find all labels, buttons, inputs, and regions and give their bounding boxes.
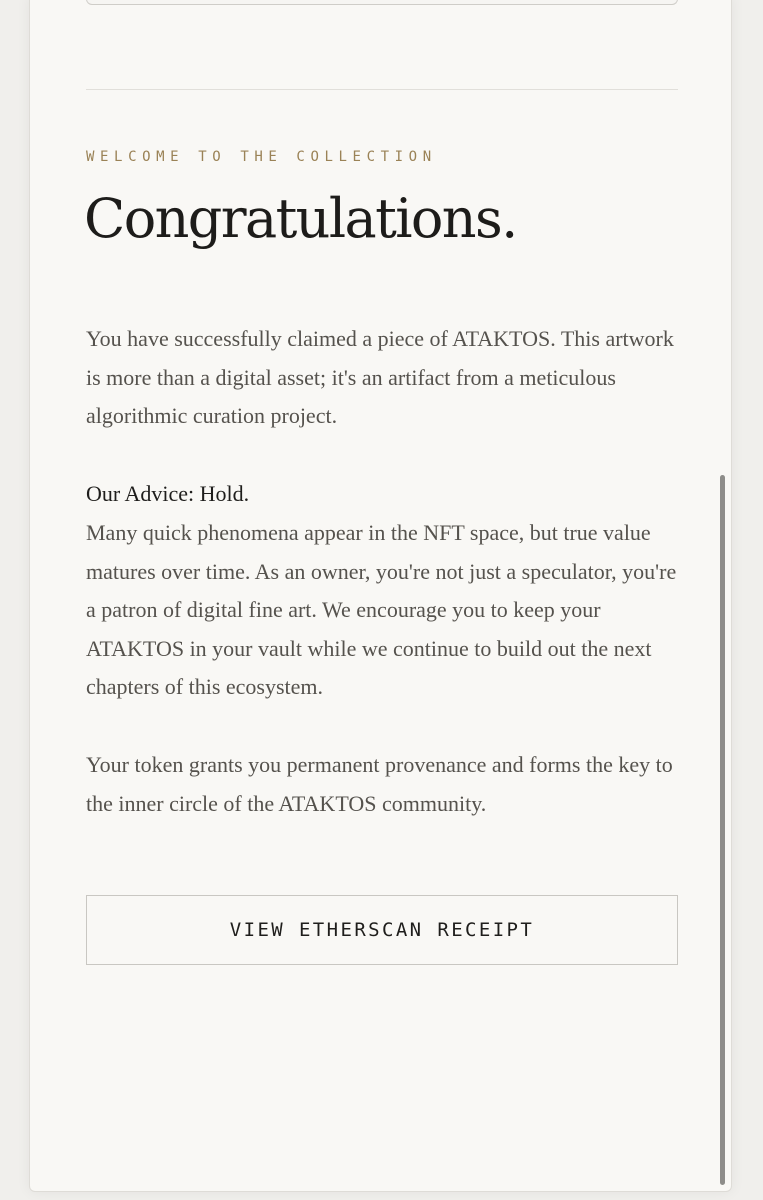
advice-paragraph: Many quick phenomena appear in the NFT space, but true value matures over time. As an owner, you're not just a speculator, you're a patron of digital fine art. We encourage you to keep your ATAKTOS in your vault while we continue to build out the next chapters of this ecosystem. xyxy=(86,520,677,699)
page-title: Congratulations. xyxy=(84,187,517,250)
scrollbar[interactable] xyxy=(719,0,725,1192)
section-divider xyxy=(86,89,678,90)
claim-confirmation-card xyxy=(29,0,732,1192)
scrollbar-thumb[interactable] xyxy=(720,475,725,1185)
view-etherscan-receipt-button[interactable]: VIEW ETHERSCAN RECEIPT xyxy=(86,895,678,965)
advice-heading: Our Advice: Hold. xyxy=(86,481,250,506)
closing-paragraph: Your token grants you permanent provenance and forms the key to the inner circle of the ATAKTOS community. xyxy=(86,752,673,816)
intro-paragraph: You have successfully claimed a piece of ATAKTOS. This artwork is more than a digital asset; it's an artifact from a meticulous algorithmic curation project. xyxy=(86,326,674,428)
previous-content-box xyxy=(86,0,678,5)
collection-eyebrow: WELCOME TO THE COLLECTION xyxy=(86,149,437,165)
